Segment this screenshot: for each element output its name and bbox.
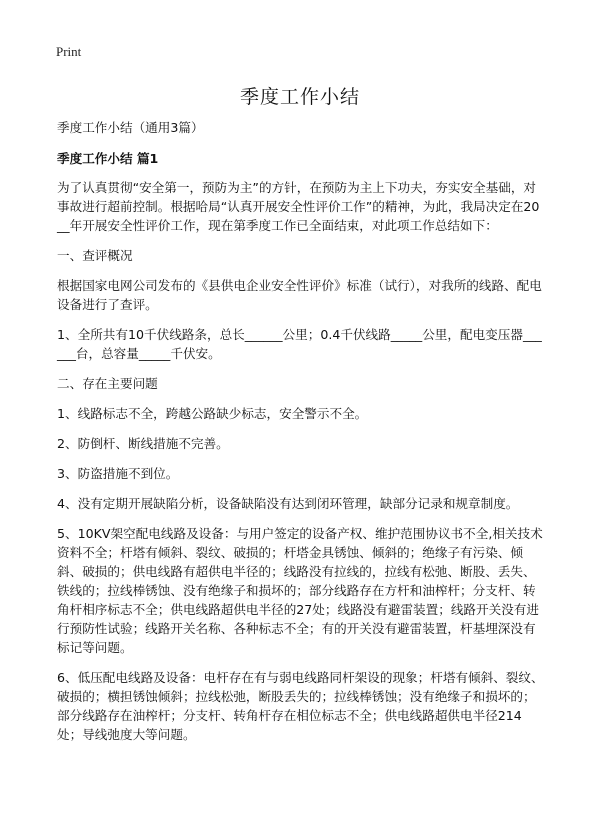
print-label: Print <box>56 44 82 59</box>
heading-problems: 二、存在主要问题 <box>57 376 158 391</box>
document-title: 季度工作小结 <box>239 86 360 108</box>
problem-item-5: 5、10KV架空配电线路及设备：与用户签定的设备产权、维护范围协议书不全,相关技术资料不全；杆塔有倾斜、裂纹、破损的；杆塔金具锈蚀、倾斜的；绝缘子有污染、倾斜、破损的；供电线路有超供电半径的；线路没有拉线的，拉线有松弛、断股、丢失、铁线的；拉线棒锈蚀、没有绝缘子和损坏的；部分线路存在方杆和油榨杆；分支杆、转角杆相序标志不全；供电线路超供电半径的27处；线路没有避雷装置；线路开关没有进行预防性试验；线路开关名称、各种标志不全；有的开关没有避雷装置，杆基埋深没有标记等问题。 <box>57 526 543 655</box>
problem-item-6: 6、低压配电线路及设备：电杆存在有与弱电线路同杆架设的现象；杆塔有倾斜、裂纹、破损的；横担锈蚀倾斜；拉线松弛，断股丢失的；拉线棒锈蚀；没有绝缘子和损坏的；部分线路存在油榨杆；分支杆、转角杆存在相位标志不全；供电线路超供电半径214处；导线弛度大等问题。 <box>57 670 544 742</box>
paragraph-line-stats: 1、全所共有10千伏线路条，总长______公里；0.4千伏线路_____公里，配电变压器______台，总容量_____千伏安。 <box>57 327 542 361</box>
paragraph-overview: 根据国家电网公司发布的《县供电企业安全性评价》标准（试行），对我所的线路、配电设备进行了查评。 <box>57 278 542 312</box>
problem-item-3: 3、防盗措施不到位。 <box>57 466 179 481</box>
problem-item-4: 4、没有定期开展缺陷分析，设备缺陷没有达到闭环管理，缺部分记录和规章制度。 <box>57 496 519 511</box>
document-body <box>57 118 545 755</box>
paragraph-intro: 为了认真贯彻“安全第一，预防为主”的方针，在预防为主上下功夫，夯实安全基础，对事故进行超前控制。根据哈局“认真开展安全性评价工作”的精神，为此，我局决定在20__年开展安全性评价工作，现在第季度工作已全面结束，对此项工作总结如下： <box>57 180 540 233</box>
document-subtitle: 季度工作小结（通用3篇） <box>57 120 204 135</box>
problem-item-1: 1、线路标志不全，跨越公路缺少标志，安全警示不全。 <box>57 406 368 421</box>
section-title: 季度工作小结 篇1 <box>57 151 159 166</box>
heading-overview: 一、查评概况 <box>57 248 133 263</box>
problem-item-2: 2、防倒杆、断线措施不完善。 <box>57 436 229 451</box>
